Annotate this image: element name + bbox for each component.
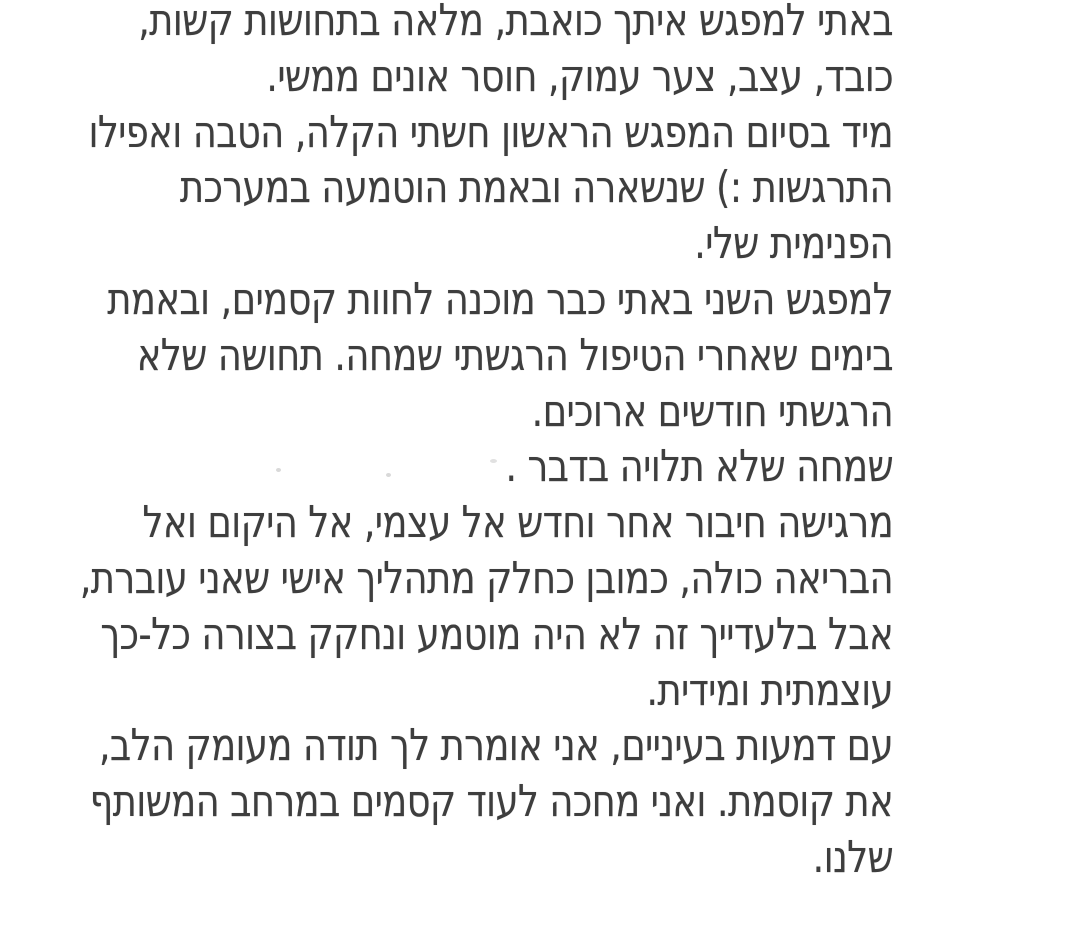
text-line: הרגשתי חודשים ארוכים. — [531, 385, 893, 437]
text-line: כובד, עצב, צער עמוק, חוסר אונים ממשי. — [266, 50, 893, 102]
smudge-artifact — [386, 473, 391, 477]
text-line: מיד בסיום המפגש הראשון חשתי הקלה, הטבה ואפילו — [88, 106, 893, 158]
text-line: הפנימית שלי. — [694, 218, 893, 270]
smudge-artifact — [490, 459, 497, 463]
text-line: שמחה שלא תלויה בדבר . — [505, 441, 893, 493]
text-line: את קוסמת. ואני מחכה לעוד קסמים במרחב המשותף — [89, 776, 894, 828]
text-line: אבל בלעדייך זה לא היה מוטמע ונחקק בצורה כל-כך — [100, 608, 893, 660]
text-line: עוצמתית ומידית. — [646, 664, 893, 716]
text-line: שלנו. — [812, 831, 893, 883]
text-line: למפגש השני באתי כבר מוכנה לחוות קסמים, ובאמת — [107, 273, 893, 325]
text-line: מרגישה חיבור אחר וחדש אל עצמי, אל היקום ואל — [142, 497, 893, 549]
text-line: בימים שאחרי הטיפול הרגשתי שמחה. תחושה שלא — [136, 329, 893, 381]
text-line: עם דמעות בעיניים, אני אומרת לך תודה מעומק הלב, — [98, 720, 894, 772]
smudge-artifact — [276, 468, 281, 472]
text-line: באתי למפגש איתך כואבת, מלאה בתחושות קשות, — [138, 0, 893, 46]
text-line: התרגשות :) שנשארה ובאמת הוטמעה במערכת — [179, 162, 894, 214]
testimonial-text — [79, 0, 894, 886]
text-line: הבריאה כולה, כמובן כחלק מתהליך אישי שאני עוברת, — [79, 552, 894, 604]
